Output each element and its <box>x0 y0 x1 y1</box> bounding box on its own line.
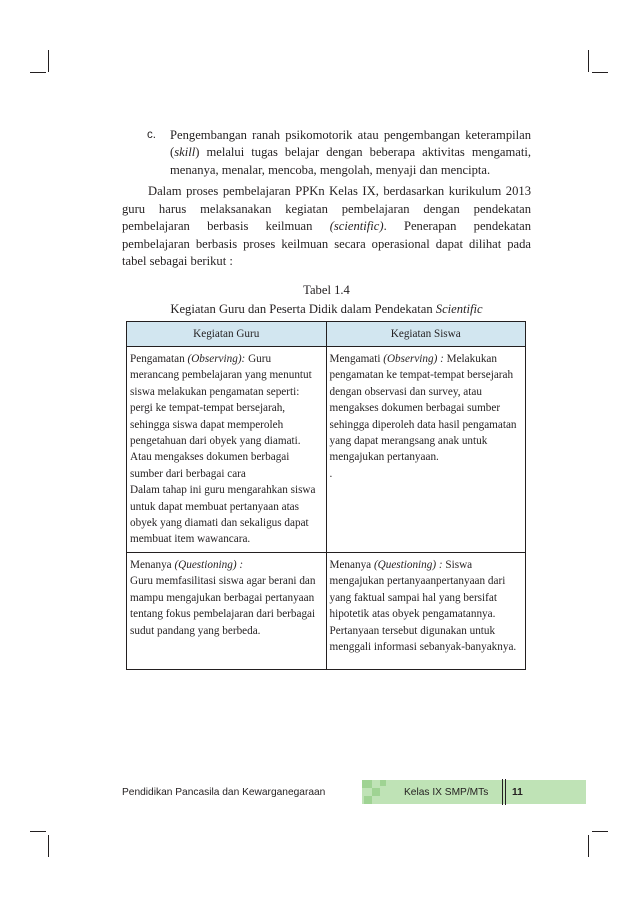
header-kegiatan-siswa: Kegiatan Siswa <box>326 322 526 347</box>
footer-divider <box>505 779 506 805</box>
decorative-square <box>362 780 372 788</box>
table-header-row <box>127 322 526 347</box>
table-caption-number: Tabel 1.4 <box>303 283 350 297</box>
crop-mark <box>588 835 589 857</box>
list-item-c <box>147 127 531 179</box>
list-item-text: Pengembangan ranah psikomotorik atau pengembangan keterampilan (skill) melalui tugas belajar dengan beberapa aktivitas mengamati, menanya, menalar, mencoba, mengolah, menyaji dan mencipta. <box>170 128 531 177</box>
table-row <box>127 553 526 670</box>
footer-book-title: Pendidikan Pancasila dan Kewarganegaraan <box>122 787 326 798</box>
crop-mark <box>48 50 49 72</box>
table-caption-title: Kegiatan Guru dan Peserta Didik dalam Pendekatan Scientific <box>170 302 483 316</box>
table-cell-guru: Pengamatan (Observing): Guru merancang pembelajaran yang menuntut siswa melakukan pengamatan seperti: pergi ke tempat-tempat bersejarah, sehingga siswa dapat memperoleh pengetahuan dari obyek yang diamati. Atau mengakses dokumen berbagai sumber dari berbagai cara Dalam tahap ini guru mengarahkan siswa untuk dapat membuat pertanyaan atas obyek yang diamati dan sekaligus dapat membuat item wawancara. <box>127 347 327 553</box>
list-marker: c. <box>147 129 156 141</box>
page-number: 11 <box>512 787 523 798</box>
crop-mark <box>30 72 46 73</box>
decorative-square <box>364 796 372 804</box>
footer-divider <box>502 779 503 805</box>
table-cell-siswa: Mengamati (Observing) : Melakukan pengamatan ke tempat-tempat bersejarah dengan observasi dan survey, atau mengakses dokumen berbagai sumber sehingga diperoleh data hasil pengamatan yang dapat merangsang anak untuk mengajukan pertanyaan. . <box>326 347 526 553</box>
table-cell-siswa: Menanya (Questioning) : Siswa mengajukan pertanyaanpertanyaan dari yang faktual sampai hal yang bersifat hipotetik atas obyek pengamatannya. Pertanyaan tersebut digunakan untuk menggali informasi sebanyak-banyaknya. <box>326 553 526 670</box>
crop-mark <box>588 50 589 72</box>
body-paragraph: Dalam proses pembelajaran PPKn Kelas IX, berdasarkan kurikulum 2013 guru harus melaksanakan kegiatan pembelajaran dengan pendekatan pembelajaran berbasis keilmuan (scientific). Penerapan pendekatan pembelajaran berbasis proses keilmuan secara operasional dapat dilihat pada tabel sebagai berikut : <box>122 184 531 269</box>
table-row <box>127 347 526 553</box>
footer-class-label: Kelas IX SMP/MTs <box>404 787 489 798</box>
header-kegiatan-guru: Kegiatan Guru <box>127 322 327 347</box>
decorative-square <box>372 788 380 796</box>
decorative-square <box>380 780 386 786</box>
crop-mark <box>592 72 608 73</box>
crop-mark <box>48 835 49 857</box>
crop-mark <box>30 831 46 832</box>
crop-mark <box>592 831 608 832</box>
table-cell-guru: Menanya (Questioning) : Guru memfasilitasi siswa agar berani dan mampu mengajukan berbagai pertanyaan tentang fokus pembelajaran dari berbagai sudut pandang yang berbeda. <box>127 553 327 670</box>
activity-table <box>126 321 526 670</box>
